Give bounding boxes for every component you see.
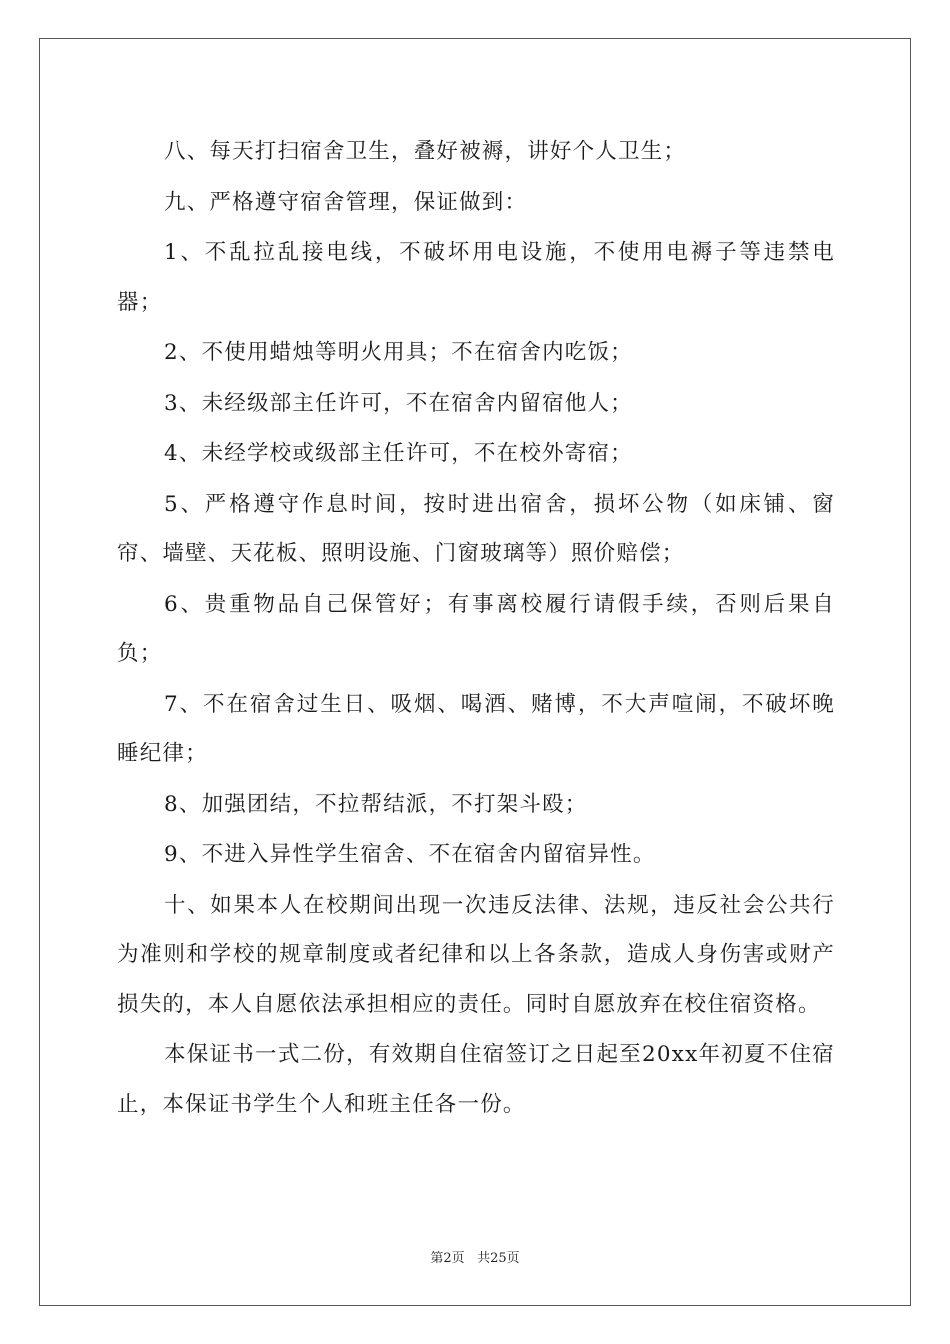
list-item-5: 5、严格遵守作息时间，按时进出宿舍，损坏公物（如床铺、窗帘、墙壁、天花板、照明设施、门窗玻璃等）照价赔偿； — [117, 491, 835, 566]
list-item-1: 1、不乱拉乱接电线，不破坏用电设施，不使用电褥子等违禁电器； — [117, 240, 835, 315]
list-item-6: 6、贵重物品自己保管好；有事离校履行请假手续，否则后果自负； — [117, 591, 835, 666]
paragraph-9: 九、严格遵守宿舍管理，保证做到： — [164, 189, 528, 215]
list-item-3: 3、未经级部主任许可，不在宿舍内留宿他人； — [164, 390, 633, 416]
paragraph-8: 八、每天打扫宿舍卫生，叠好被褥，讲好个人卫生； — [164, 139, 687, 164]
list-item-2: 2、不使用蜡烛等明火用具；不在宿舍内吃饭； — [164, 340, 633, 365]
list-item-4: 4、未经学校或级部主任许可，不在校外寄宿； — [164, 441, 633, 466]
page-number: 第2页 — [430, 1251, 465, 1266]
document-body — [117, 127, 835, 1130]
page-total: 共25页 — [477, 1251, 520, 1266]
paragraph-10: 十、如果本人在校期间出现一次违反法律、法规，违反社会公共行为准则和学校的规章制度或者纪律和以上各条款，造成人身伤害或财产损失的，本人自愿依法承担相应的责任。同时自愿放弃在校住宿资格。 — [117, 892, 835, 1017]
list-item-8: 8、加强团结，不拉帮结派，不打架斗殴； — [164, 791, 588, 817]
closing-paragraph: 本保证书一式二份，有效期自住宿签订之日起至20xx年初夏不住宿止，本保证书学生个人和班主任各一份。 — [117, 1042, 835, 1117]
list-item-7: 7、不在宿舍过生日、吸烟、喝酒、赌博，不大声喧闹，不破坏晚睡纪律； — [117, 691, 835, 766]
list-item-9: 9、不进入异性学生宿舍、不在宿舍内留宿异性。 — [164, 842, 656, 867]
page-footer — [0, 1247, 950, 1266]
